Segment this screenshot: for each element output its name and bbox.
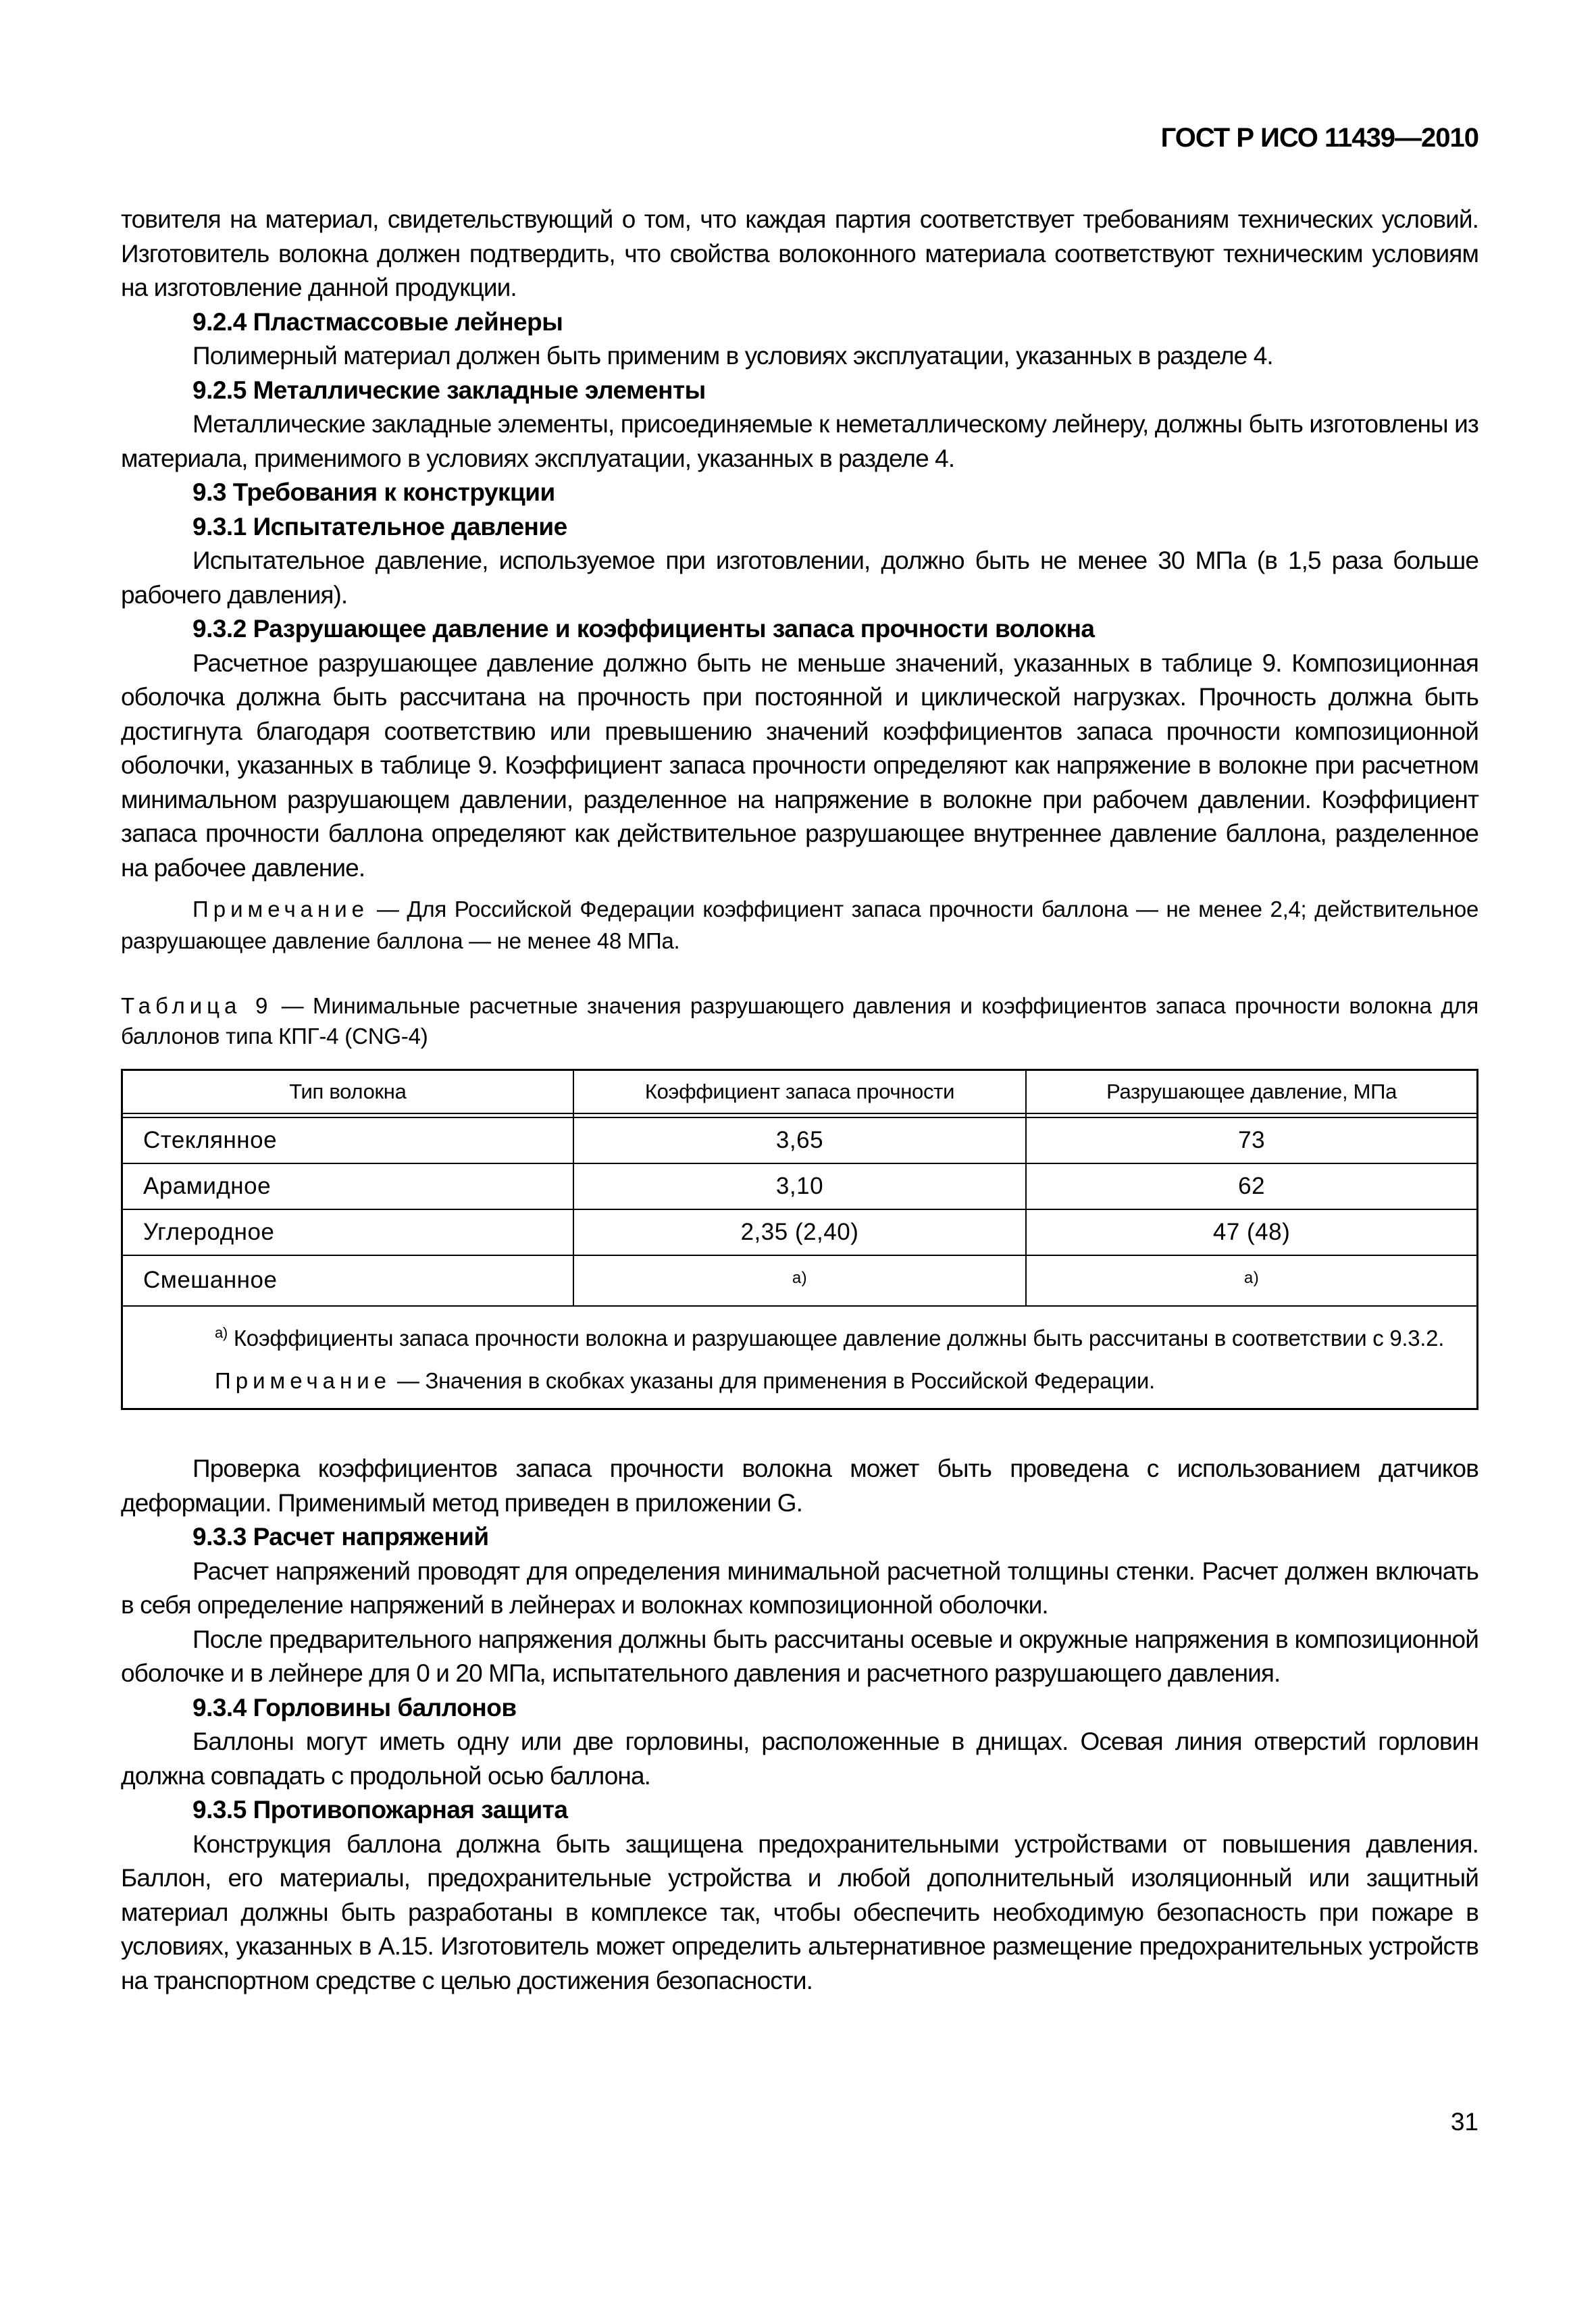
cell: 3,65 (573, 1117, 1026, 1163)
note-label: Примечание (192, 897, 369, 922)
paragraph: Расчетное разрушающее давление должно быть не меньше значений, указанных в таблице 9. Композиционная оболочка должна быть рассчитана на прочность при постоянной и циклической нагрузках. Прочность должна быть достигнута благодаря соответствию или превышению значений коэффициентов запаса прочности композиционной оболочки, указанных в таблице 9. Коэффициент запаса прочности определяют как напряжение в волокне при расчетном минимальном разрушающем давлении, разделенное на напряжение в волокне при рабочем давлении. Коэффициент запаса прочности баллона определяют как действительное разрушающее внутреннее давление баллона, разделенное на рабочее давление. (121, 649, 1478, 882)
cell: а) (1026, 1255, 1477, 1306)
section-heading-9-3-3: 9.3.3 Расчет напряжений (192, 1523, 489, 1551)
column-header: Разрушающее давление, МПа (1026, 1070, 1477, 1114)
note-text: — Значения в скобках указаны для применения в Российской Федерации. (391, 1368, 1155, 1393)
cell: 47 (48) (1026, 1209, 1477, 1255)
table-caption-text: — Минимальные расчетные значения разрушающего давления и коэффициентов запаса прочности волокна для баллонов типа КПГ-4 (CNG-4) (121, 993, 1478, 1049)
cell: Смешанное (122, 1255, 573, 1306)
footnote-mark: а) (215, 1324, 228, 1341)
section-heading-9-2-4: 9.2.4 Пластмассовые лейнеры (192, 307, 563, 336)
paragraph: После предварительного напряжения должны быть рассчитаны осевые и окружные напряжения в композиционной оболочке и в лейнере для 0 и 20 МПа, испытательного давления и расчетного разрушающего давления. (121, 1625, 1478, 1687)
table-row (122, 1209, 1478, 1255)
paragraph: Баллоны могут иметь одну или две горловины, расположенные в днищах. Осевая линия отверстий горловин должна совпадать с продольной осью баллона. (121, 1728, 1478, 1790)
paragraph: Проверка коэффициентов запаса прочности волокна может быть проведена с использованием датчиков деформации. Применимый метод приведен в приложении G. (121, 1455, 1478, 1517)
cell: а) (573, 1255, 1026, 1306)
paragraph: Конструкция баллона должна быть защищена предохранительными устройствами от повышения давления. Баллон, его материалы, предохранительные устройства и любой дополнительный изоляционный или защитный материал должны быть разработаны в комплексе так, чтобы обеспечить необходимую безопасность при пожаре в условиях, указанных в А.15. Изготовитель может определить альтернативное размещение предохранительных устройств на транспортном средстве с целью достижения безопасности. (121, 1830, 1478, 1994)
table-row (122, 1117, 1478, 1163)
cell: 62 (1026, 1163, 1477, 1209)
cell: 73 (1026, 1117, 1477, 1163)
cell: Стеклянное (122, 1117, 573, 1163)
section-heading-9-2-5: 9.2.5 Металлические закладные элементы (192, 376, 706, 404)
table-row (122, 1255, 1478, 1306)
section-heading-9-3-4: 9.3.4 Горловины баллонов (192, 1693, 517, 1721)
table-9 (121, 1069, 1478, 1410)
footnote-text: Коэффициенты запаса прочности волокна и разрушающее давление должны быть рассчитаны в соответствии с 9.3.2. (227, 1326, 1445, 1351)
paragraph: Металлические закладные элементы, присоединяемые к неметаллическому лейнеру, должны быть изготовлены из материала, применимого в условиях эксплуатации, указанных в разделе 4. (121, 410, 1478, 472)
note-text: — Для Российской Федерации коэффициент запаса прочности баллона — не менее 2,4; действительное разрушающее давление баллона — не менее 48 МПа. (121, 897, 1478, 953)
cell: 3,10 (573, 1163, 1026, 1209)
section-heading-9-3-1: 9.3.1 Испытательное давление (192, 512, 567, 540)
cell: Арамидное (122, 1163, 573, 1209)
table-row (122, 1163, 1478, 1209)
paragraph: товителя на материал, свидетельствующий о том, что каждая партия соответствует требованиям технических условий. Изготовитель волокна должен подтвердить, что свойства волоконного материала соответствуют техническим условиям на изготовление данной продукции. (121, 205, 1478, 301)
cell: Углеродное (122, 1209, 573, 1255)
note (121, 893, 1478, 957)
section-heading-9-3-2: 9.3.2 Разрушающее давление и коэффициенты запаса прочности волокна (192, 615, 1095, 643)
table-note (143, 1364, 1456, 1397)
page-number: 31 (1450, 2108, 1478, 2136)
document-body (121, 203, 1478, 1998)
cell: 2,35 (2,40) (573, 1209, 1026, 1255)
column-header: Тип волокна (122, 1070, 573, 1114)
section-heading-9-3-5: 9.3.5 Противопожарная защита (192, 1796, 568, 1823)
table-header-row (122, 1070, 1478, 1114)
document-header: ГОСТ Р ИСО 11439—2010 (1160, 123, 1478, 153)
footnote (143, 1316, 1456, 1355)
note-label: Примечание (215, 1368, 392, 1393)
column-header: Коэффициент запаса прочности (573, 1070, 1026, 1114)
paragraph: Испытательное давление, используемое при изготовлении, должно быть не менее 30 МПа (в 1,5 раза больше рабочего давления). (121, 547, 1478, 609)
table-caption-label: Таблица 9 (121, 993, 273, 1018)
paragraph: Полимерный материал должен быть применим в условиях эксплуатации, указанных в разделе 4. (192, 342, 1273, 370)
section-heading-9-3: 9.3 Требования к конструкции (192, 478, 555, 506)
table-footnote-row (122, 1306, 1478, 1409)
table-caption (121, 990, 1478, 1051)
paragraph: Расчет напряжений проводят для определения минимальной расчетной толщины стенки. Расчет должен включать в себя определение напряжений в лейнерах и волокнах композиционной оболочки. (121, 1557, 1478, 1619)
